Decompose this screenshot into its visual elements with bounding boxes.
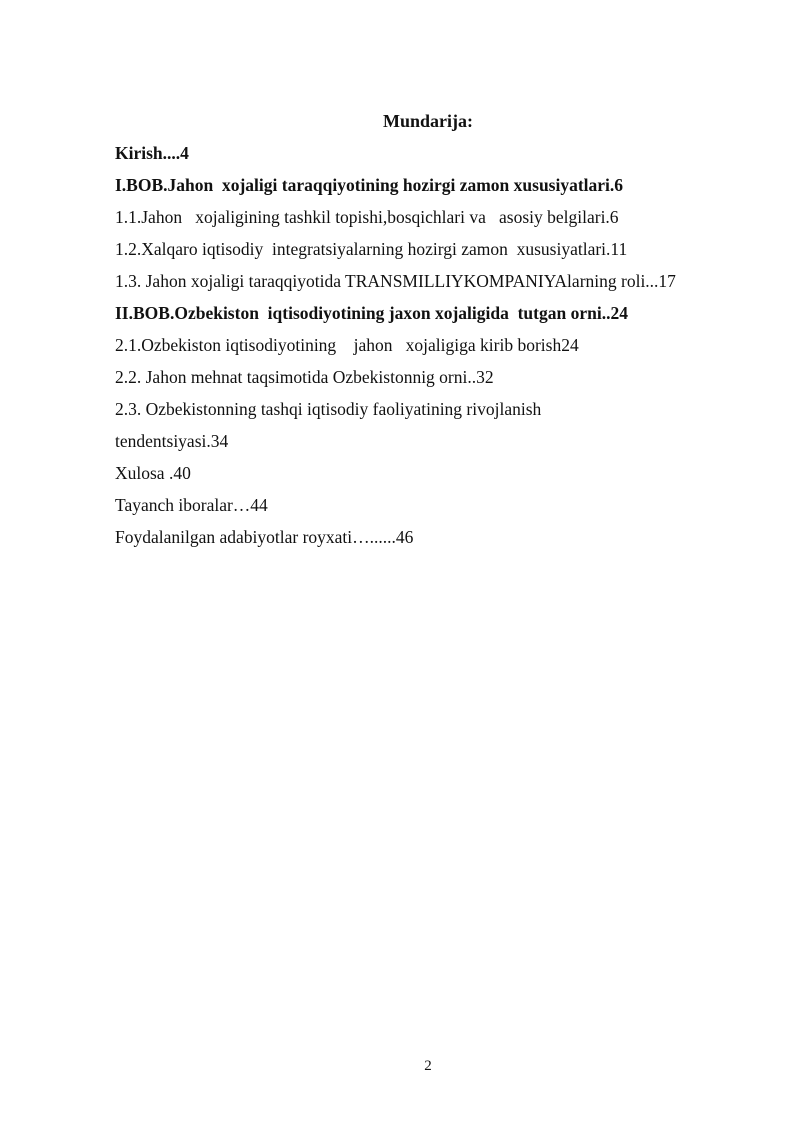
page-number: 2 [424,1058,432,1074]
toc-entry-chapter-1: I.BOB.Jahon xojaligi taraqqiyotining hozirgi zamon xususiyatlari.6 [115,175,624,195]
toc-entry-section-1-2: 1.2.Xalqaro iqtisodiy integratsiyalarning hozirgi zamon xususiyatlari.11 [115,239,628,259]
toc-entry-tayanch-iboralar: Tayanch iboralar…44 [115,495,268,515]
toc-entry-section-2-1: 2.1.Ozbekiston iqtisodiyotining jahon xojaligiga kirib borish24 [115,335,579,355]
toc-entry-section-1-3: 1.3. Jahon xojaligi taraqqiyotida TRANSMILLIYKOMPANIYAlarning roli...17 [115,271,676,291]
toc-entry-section-1-1: 1.1.Jahon xojaligining tashkil topishi,bosqichlari va asosiy belgilari.6 [115,207,619,227]
toc-entry-section-2-2: 2.2. Jahon mehnat taqsimotida Ozbekistonnig orni..32 [115,367,494,387]
toc-entry-xulosa: Xulosa .40 [115,463,191,483]
toc-entry-adabiyotlar: Foydalanilgan adabiyotlar royxati…......46 [115,527,414,547]
toc-entry-section-2-3: 2.3. Ozbekistonning tashqi iqtisodiy faoliyatining rivojlanish [115,399,542,419]
toc-entry-kirish: Kirish....4 [115,143,189,163]
toc-title: Mundarija: [383,111,473,131]
table-of-contents [115,142,755,558]
toc-entry-chapter-2: II.BOB.Ozbekiston iqtisodiyotining jaxon xojaligida tutgan orni..24 [115,303,628,323]
toc-entry-section-2-3-continued: tendentsiyasi.34 [115,431,229,451]
